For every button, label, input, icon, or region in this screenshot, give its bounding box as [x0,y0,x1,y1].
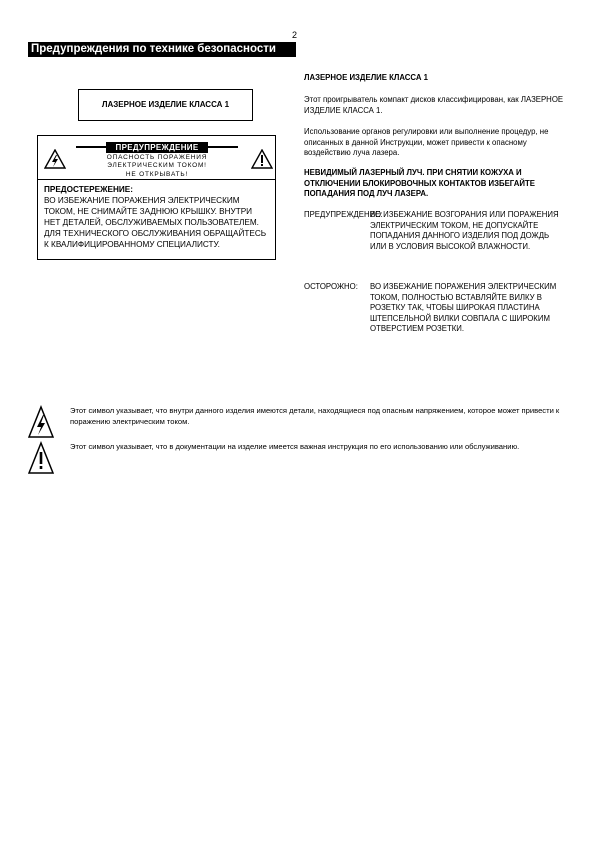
laser-class-heading: ЛАЗЕРНОЕ ИЗДЕЛИЕ КЛАССА 1 [304,73,428,82]
moisture-warning-text: ВО ИЗБЕЖАНИЕ ВОЗГОРАНИЯ ИЛИ ПОРАЖЕНИЯ ЭЛЕКТРИЧЕСКИМ ТОКОМ, НЕ ДОПУСКАЙТЕ ПОПАДАНИЯ ДАННОГО ИЗДЕЛИЯ ПОД ДОЖДЬ ИЛИ В УСЛОВИЯ ВЫСОКОЙ ВЛАЖНОСТИ. [370,210,559,251]
warning-panel-line2: ЭЛЕКТРИЧЕСКИМ ТОКОМ! [107,162,207,169]
warning-panel-line3: НЕ ОТКРЫВАТЬ! [125,171,189,178]
exclamation-triangle-icon [251,149,273,169]
laser-class-paragraph: Этот проигрыватель компакт дисков классифицирован, как ЛАЗЕРНОЕ ИЗДЕЛИЕ КЛАССА 1. [304,95,564,115]
controls-warning-paragraph: Использование органов регулировки или выполнение процедур, не описанных в данной Инструкции, может привести к опасному воздействию луча лазера. [304,127,549,157]
laser-class-label-box: ЛАЗЕРНОЕ ИЗДЕЛИЕ КЛАССА 1 [78,89,253,121]
exclamation-triangle-icon [28,441,54,475]
page-number: 2 [292,30,298,40]
shock-warning-panel [37,135,276,180]
symbol-voltage-text: Этот символ указывает, что внутри данного изделия имеются детали, находящиеся под опасным напряжением, которое может привести к поражению электрическим током. [70,406,560,426]
warning-panel-title: ПРЕДУПРЕЖДЕНИЕ [106,142,208,153]
plug-caution-label: ОСТОРОЖНО: [304,282,358,291]
lightning-bolt-triangle-icon [28,405,54,439]
caution-panel-title: ПРЕДОСТЕРЕЖЕНИЕ: [44,185,133,194]
invisible-laser-notice: НЕВИДИМЫЙ ЛАЗЕРНЫЙ ЛУЧ. ПРИ СНЯТИИ КОЖУХА И ОТКЛЮЧЕНИИ БЛОКИРОВОЧНЫХ КОНТАКТОВ ИЗБЕГАЙТЕ ПОПАДАНИЯ ПОД ЛУЧ ЛАЗЕРА. [304,168,535,198]
caution-panel [37,180,276,260]
symbol-instruction-text: Этот символ указывает, что в документации на изделие имеется важная инструкция по его использованию или обслуживанию. [70,442,520,451]
symbol-explanation-voltage [28,405,558,441]
warning-bar-right [208,146,238,148]
warning-bar-left [76,146,106,148]
caution-panel-body: ВО ИЗБЕЖАНИЕ ПОРАЖЕНИЯ ЭЛЕКТРИЧЕСКИМ ТОКОМ, НЕ СНИМАЙТЕ ЗАДНЮЮ КРЫШКУ. ВНУТРИ НЕТ ДЕТАЛЕЙ, ОБСЛУЖИВАЕМЫХ ПОЛЬЗОВАТЕЛЕМ. ДЛЯ ТЕХНИЧЕСКОГО ОБСЛУЖИВАНИЯ ОБРАЩАЙТЕСЬ К КВАЛИФИЦИРОВАННОМУ СПЕЦИАЛИСТУ. [44,196,267,249]
warning-panel-line1: ОПАСНОСТЬ ПОРАЖЕНИЯ [106,154,208,161]
moisture-warning-label: ПРЕДУПРЕЖДЕНИЕ: [304,210,383,219]
symbol-explanation-instruction [28,441,558,477]
plug-caution-text: ВО ИЗБЕЖАНИЕ ПОРАЖЕНИЯ ЭЛЕКТРИЧЕСКИМ ТОКОМ, ПОЛНОСТЬЮ ВСТАВЛЯЙТЕ ВИЛКУ В РОЗЕТКУ ТАК, ЧТОБЫ ШИРОКАЯ ПЛАСТИНА ШТЕПСЕЛЬНОЙ ВИЛКИ СОВПАЛА С ШИРОКИМ ОТВЕРСТИЕМ РОЗЕТКИ. [370,282,557,333]
lightning-bolt-triangle-icon [44,149,66,169]
section-title: Предупреждения по технике безопасности [28,42,296,57]
